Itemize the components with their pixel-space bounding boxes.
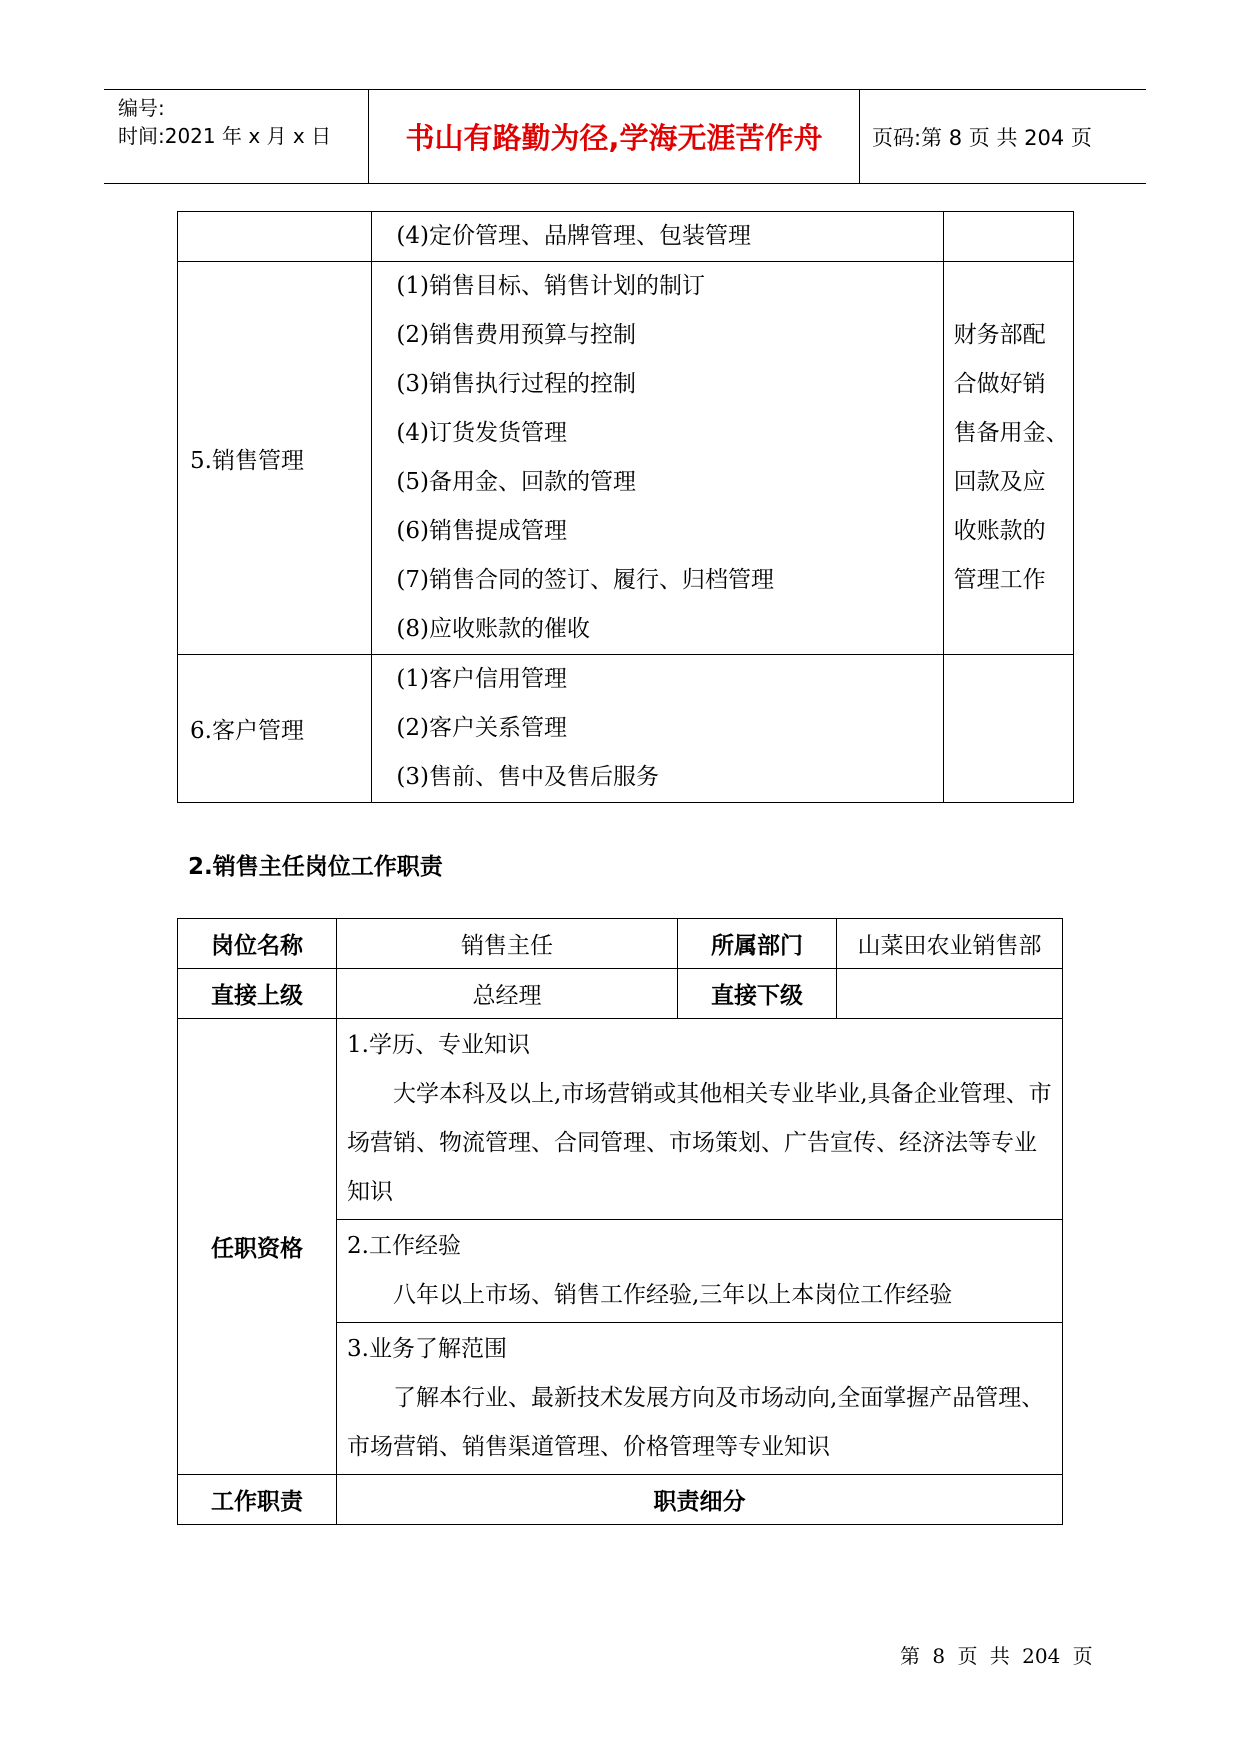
header-motto: 书山有路勤为径,学海无涯苦作舟	[369, 90, 860, 183]
header-meta	[104, 90, 369, 183]
note-line: 回款及应	[953, 469, 1046, 495]
note-line: 管理工作	[953, 567, 1046, 593]
finance-note	[943, 262, 1073, 655]
page-footer: 第 8 页 共 204 页	[900, 1644, 1093, 1668]
note-line: 收账款的	[953, 518, 1046, 544]
dept-label: 所属部门	[678, 919, 837, 969]
table-row	[178, 212, 1074, 262]
table-cell	[178, 212, 372, 262]
table-row	[178, 262, 1074, 655]
table-row	[178, 655, 1074, 803]
table-cell	[372, 262, 943, 655]
note-line: 售备用金、	[953, 420, 1069, 446]
list-item: (2)销售费用预算与控制	[396, 322, 636, 348]
qualification-block	[337, 1220, 1063, 1323]
list-item: (4)订货发货管理	[396, 420, 567, 446]
note-line: 财务部配	[953, 322, 1046, 348]
qualification-body: 大学本科及以上,市场营销或其他相关专业毕业,具备企业管理、市场营销、物流管理、合同管理、市场策划、广告宣传、经济法等专业知识	[347, 1081, 1052, 1205]
list-item: (3)销售执行过程的控制	[396, 371, 636, 397]
post-table	[177, 918, 1063, 1525]
list-item: (2)客户关系管理	[396, 715, 567, 741]
list-item: (1)客户信用管理	[396, 666, 567, 692]
list-item: (7)销售合同的签订、履行、归档管理	[396, 567, 774, 593]
subordinate-label: 直接下级	[678, 969, 837, 1019]
duty-table	[177, 211, 1074, 803]
header-page-info: 页码:第 8 页 共 204 页	[872, 125, 1092, 150]
list-item: (6)销售提成管理	[396, 518, 567, 544]
qualification-body: 八年以上市场、销售工作经验,三年以上本岗位工作经验	[393, 1282, 953, 1308]
section-title: 2.销售主任岗位工作职责	[188, 854, 443, 880]
qualification-title: 2.工作经验	[347, 1233, 461, 1259]
duty-label: 工作职责	[178, 1475, 337, 1525]
sales-management-label: 5.销售管理	[178, 262, 372, 655]
table-row	[178, 1475, 1063, 1525]
page-header	[104, 89, 1146, 184]
superior-value: 总经理	[337, 969, 678, 1019]
table-cell	[372, 655, 943, 803]
header-time: 时间:2021 年 x 月 x 日	[118, 124, 332, 148]
list-item: (3)售前、售中及售后服务	[396, 764, 659, 790]
list-item: (8)应收账款的催收	[396, 616, 590, 642]
header-number: 编号:	[118, 96, 165, 120]
qualification-title: 1.学历、专业知识	[347, 1032, 530, 1058]
table-row	[178, 969, 1063, 1019]
table-cell	[372, 212, 943, 262]
list-item: (1)销售目标、销售计划的制订	[396, 273, 705, 299]
customer-management-label: 6.客户管理	[178, 655, 372, 803]
qualification-body: 了解本行业、最新技术发展方向及市场动向,全面掌握产品管理、市场营销、销售渠道管理、价格管理等专业知识	[347, 1385, 1045, 1460]
qualification-title: 3.业务了解范围	[347, 1336, 507, 1362]
post-name-label: 岗位名称	[178, 919, 337, 969]
dept-value: 山菜田农业销售部	[837, 919, 1063, 969]
duty-detail-label: 职责细分	[337, 1475, 1063, 1525]
list-item: (5)备用金、回款的管理	[396, 469, 636, 495]
post-name-value: 销售主任	[337, 919, 678, 969]
list-item: (4)定价管理、品牌管理、包装管理	[396, 223, 751, 249]
note-line: 合做好销	[953, 371, 1046, 397]
qualification-block	[337, 1323, 1063, 1475]
table-row	[178, 1019, 1063, 1220]
table-cell	[943, 655, 1073, 803]
superior-label: 直接上级	[178, 969, 337, 1019]
table-row	[178, 919, 1063, 969]
subordinate-value	[837, 969, 1063, 1019]
table-cell	[943, 212, 1073, 262]
qualification-block	[337, 1019, 1063, 1220]
qualification-label: 任职资格	[178, 1019, 337, 1475]
